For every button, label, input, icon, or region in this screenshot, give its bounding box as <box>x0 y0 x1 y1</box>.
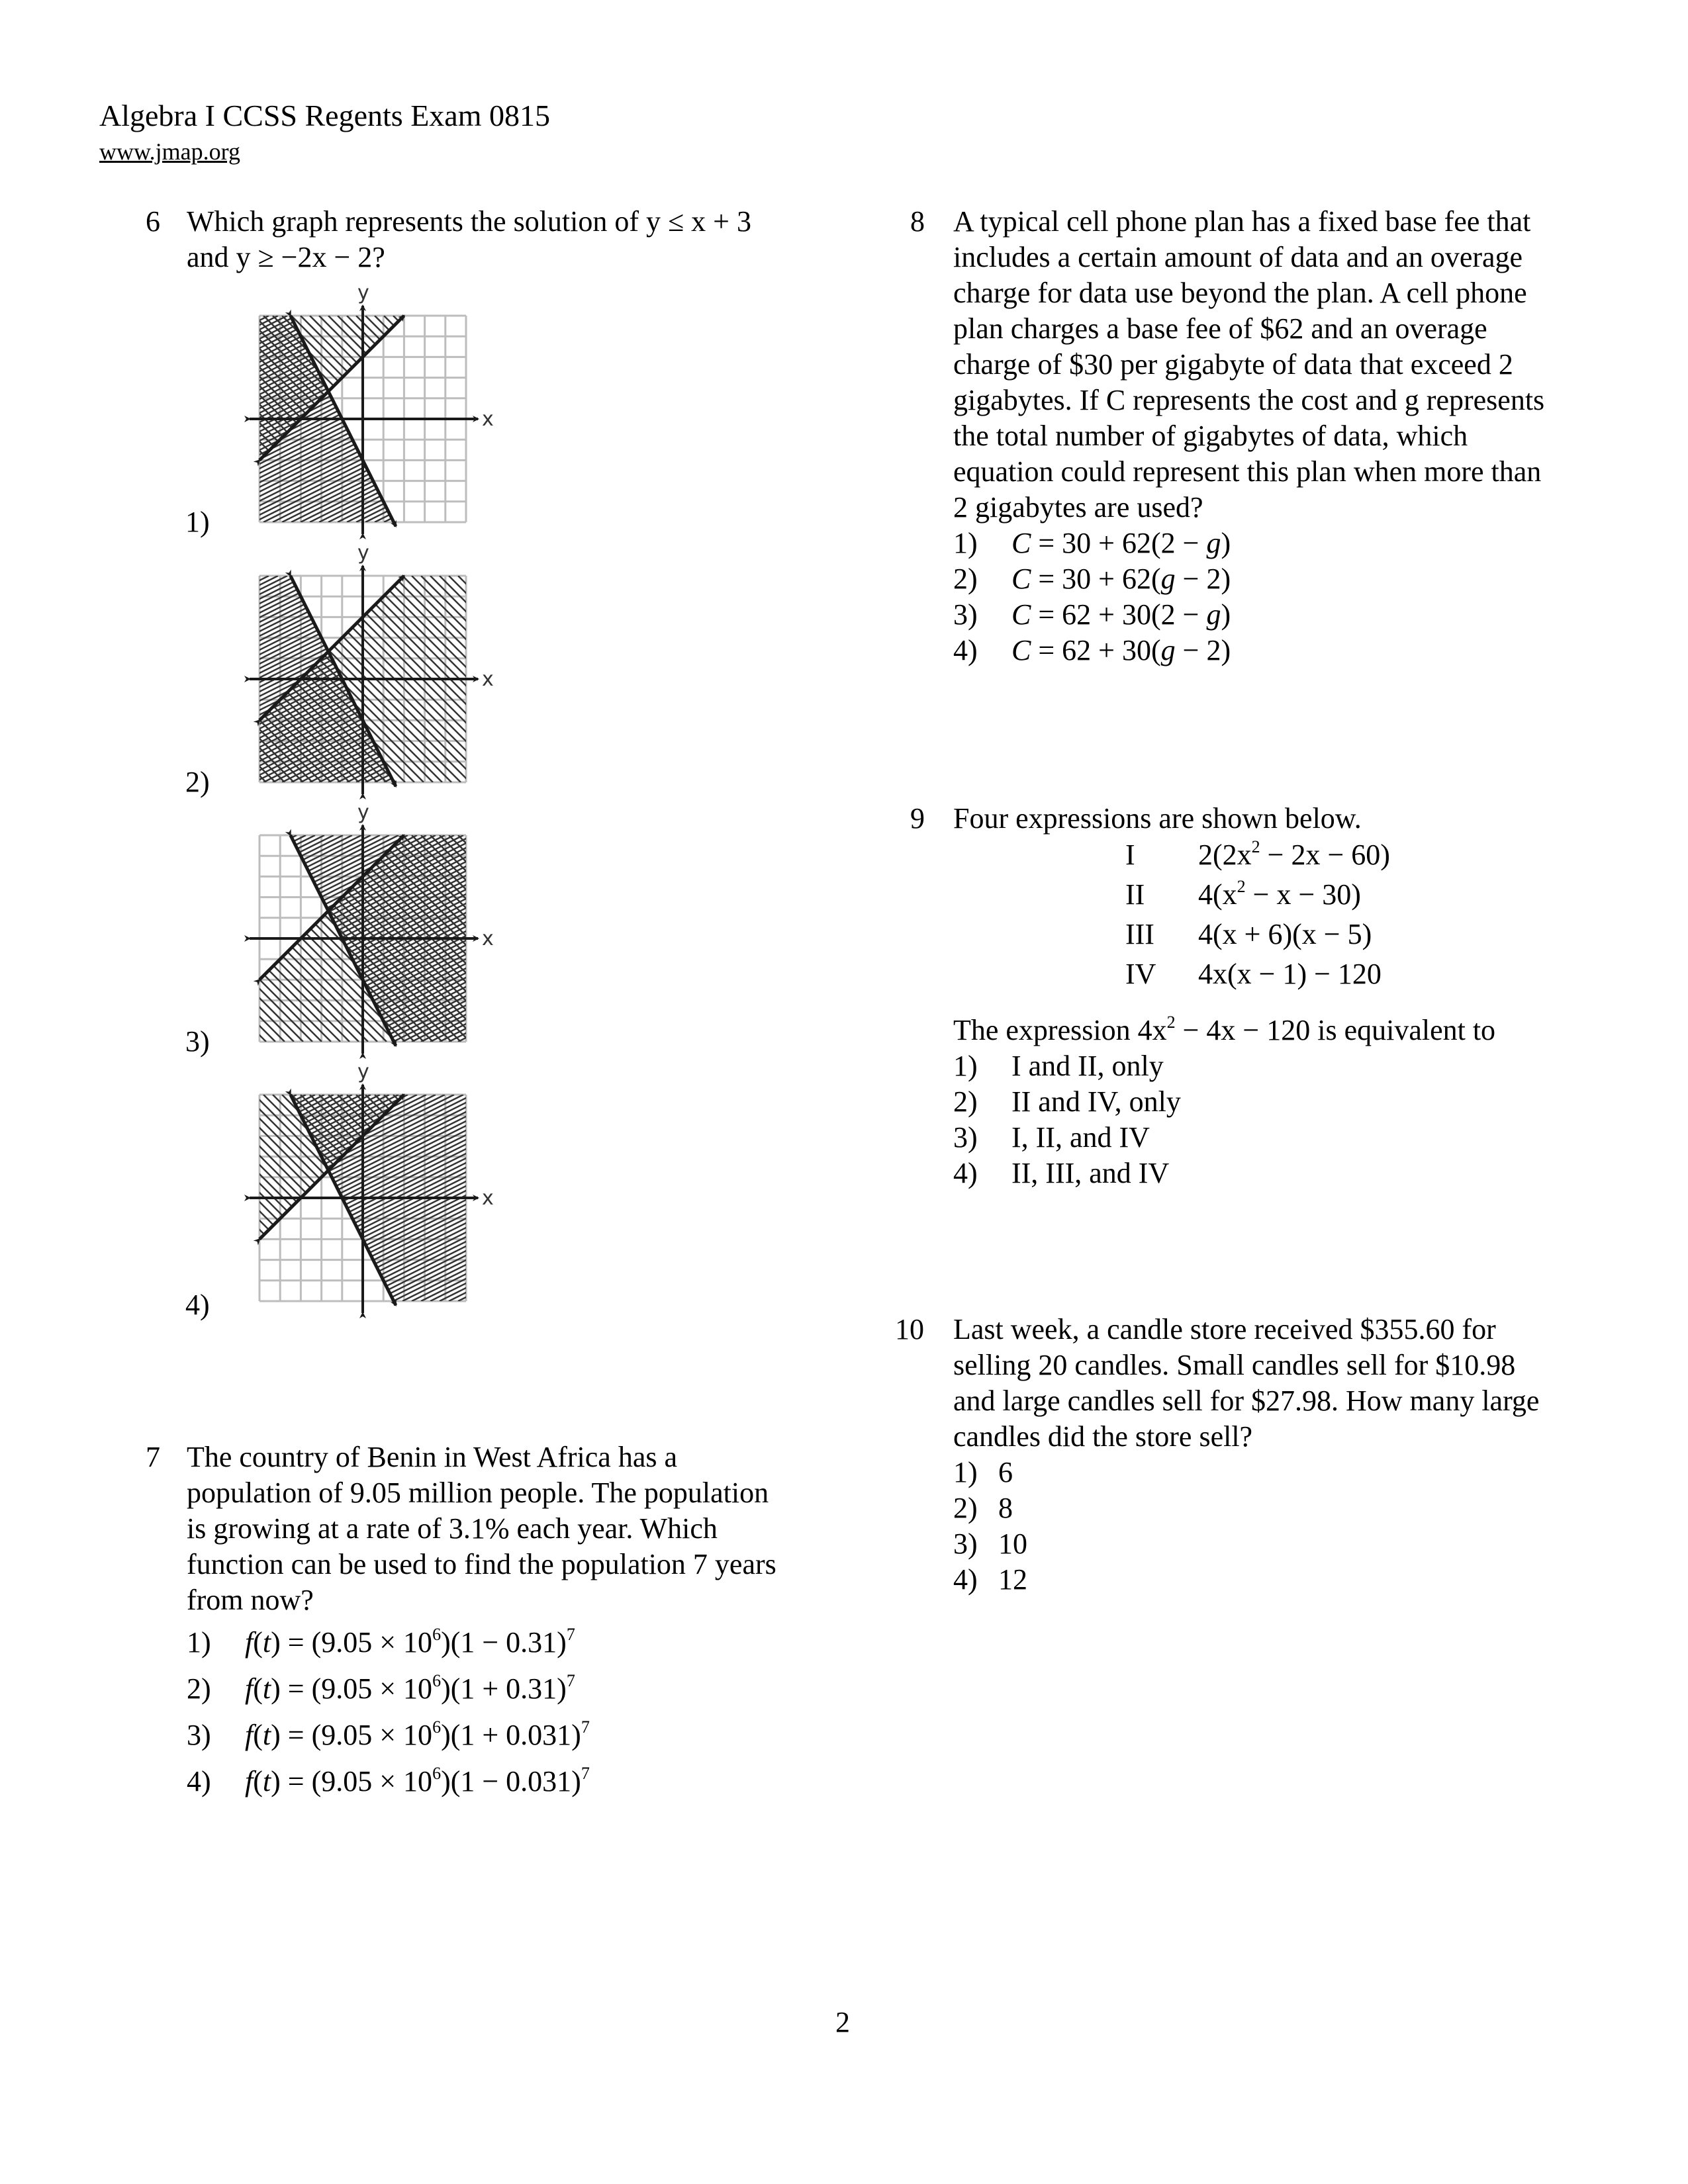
question-line: gigabytes. If C represents the cost and g represents <box>953 384 1545 416</box>
expression-row <box>1125 954 1390 994</box>
roman-numeral: III <box>1125 918 1154 950</box>
roman-numeral: IV <box>1125 958 1156 990</box>
option-formula: $f(t) = (9.05 \times 10^6)(1 + 0.031)^7$ <box>245 1717 590 1751</box>
answer-option[interactable] <box>953 1490 1027 1526</box>
option-text: 10 <box>998 1527 1027 1560</box>
question-line: selling 20 candles. Small candles sell for $10.98 <box>953 1349 1516 1381</box>
answer-option-label[interactable]: 3) <box>185 1025 210 1058</box>
question-text <box>953 1312 1539 1455</box>
answer-option[interactable] <box>953 1120 1181 1156</box>
exam-title: Algebra I CCSS Regents Exam 0815 <box>99 99 550 132</box>
hatch-line2 <box>0 835 1288 1042</box>
question-line: Last week, a candle store received $355.60 for <box>953 1313 1496 1345</box>
option-label: 3) <box>187 1719 211 1751</box>
expression-list <box>1125 835 1390 994</box>
website-link[interactable]: www.jmap.org <box>99 138 240 165</box>
hatch-line1 <box>0 1095 1082 1301</box>
option-formula: C = 30 + 62(g − 2) <box>1011 563 1231 595</box>
question-line: charge for data use beyond the plan. A cell phone <box>953 277 1527 309</box>
answer-option[interactable] <box>953 1084 1181 1120</box>
answer-option[interactable] <box>953 1562 1027 1598</box>
question-number: 7 <box>146 1441 160 1473</box>
inequality-graph[interactable] <box>240 283 499 549</box>
answer-option[interactable] <box>953 1156 1181 1191</box>
y-axis-label: y <box>357 801 369 824</box>
y-axis-label: y <box>357 1060 369 1083</box>
option-label: 2) <box>953 1085 978 1118</box>
page-number: 2 <box>835 2006 850 2038</box>
question-line: charge of $30 per gigabyte of data that exceed 2 <box>953 348 1513 381</box>
answer-option[interactable] <box>953 1455 1027 1490</box>
option-label: 1) <box>953 1456 978 1488</box>
option-text: 12 <box>998 1563 1027 1596</box>
option-formula: $f(t) = (9.05 \times 10^6)(1 - 0.31)^7$ <box>245 1625 575 1659</box>
x-axis-label: x <box>482 927 494 950</box>
question-number: 8 <box>910 205 925 238</box>
option-label: 3) <box>953 1527 978 1560</box>
question-number: 9 <box>910 802 925 835</box>
option-formula: C = 62 + 30(2 − g) <box>1011 598 1231 631</box>
option-label: 1) <box>953 1050 978 1082</box>
hatch-line1 <box>0 576 1082 782</box>
option-label: 2) <box>953 563 978 595</box>
y-axis-label: y <box>357 541 369 565</box>
answer-option[interactable] <box>953 597 1231 633</box>
option-text: II, III, and IV <box>1011 1157 1170 1189</box>
answer-option[interactable] <box>953 1048 1181 1084</box>
x-axis-label: x <box>482 668 494 691</box>
question-number: 10 <box>895 1313 924 1345</box>
expression: 4(x + 6)(x − 5) <box>1198 918 1372 950</box>
answer-option-label[interactable]: 2) <box>185 766 210 798</box>
answer-options <box>953 1048 1181 1191</box>
question-line: equation could represent this plan when more than <box>953 455 1542 488</box>
question-line: plan charges a base fee of $62 and an overage <box>953 312 1487 345</box>
hatch-line1 <box>0 316 1082 522</box>
question-line: and large candles sell for $27.98. How many large <box>953 1385 1540 1417</box>
answer-options <box>953 525 1231 668</box>
answer-option[interactable] <box>187 1625 590 1661</box>
answer-option[interactable] <box>187 1671 590 1707</box>
inequality-graph[interactable] <box>240 543 499 809</box>
inequality-graph[interactable] <box>240 1062 499 1328</box>
option-formula: C = 30 + 62(2 − g) <box>1011 527 1231 559</box>
boundary-line-2 <box>291 576 396 786</box>
question-line: 2 gigabytes are used? <box>953 491 1203 523</box>
option-label: 3) <box>953 598 978 631</box>
hatch-line1 <box>0 835 1082 1042</box>
expression: $2(2x^2 - 2x - 60)$ <box>1198 837 1390 871</box>
y-axis-label: y <box>357 281 369 304</box>
answer-options <box>953 1455 1027 1598</box>
answer-option[interactable] <box>187 1717 590 1753</box>
answer-option-label[interactable]: 4) <box>185 1289 210 1321</box>
expression: 4x(x − 1) − 120 <box>1198 958 1382 990</box>
question-text: Four expressions are shown below. <box>953 802 1362 835</box>
option-formula: $f(t) = (9.05 \times 10^6)(1 + 0.31)^7$ <box>245 1671 575 1705</box>
option-text: II and IV, only <box>1011 1085 1181 1118</box>
roman-numeral: II <box>1125 878 1145 911</box>
question-line: is growing at a rate of 3.1% each year. Which <box>187 1512 718 1545</box>
question-text <box>187 204 751 275</box>
option-text: I and II, only <box>1011 1050 1164 1082</box>
question-line: includes a certain amount of data and an overage <box>953 241 1523 273</box>
expression-row <box>1125 875 1390 915</box>
question-line: function can be used to find the population 7 years <box>187 1548 776 1580</box>
option-formula: $f(t) = (9.05 \times 10^6)(1 - 0.031)^7$ <box>245 1764 590 1797</box>
roman-numeral: I <box>1125 839 1135 871</box>
expression: $4(x^2 - x - 30)$ <box>1198 877 1361 911</box>
question-line: from now? <box>187 1584 314 1616</box>
question-text <box>187 1439 776 1618</box>
option-label: 2) <box>953 1492 978 1524</box>
question-line: the total number of gigabytes of data, which <box>953 420 1468 452</box>
question-line: candles did the store sell? <box>953 1420 1253 1453</box>
option-text: 6 <box>998 1456 1013 1488</box>
question-prompt: The expression $4x^2 - 4x - 120$ is equivalent to <box>953 1013 1496 1046</box>
answer-option[interactable] <box>953 525 1231 561</box>
expression-row <box>1125 915 1390 954</box>
option-label: 4) <box>953 1563 978 1596</box>
question-line: and y ≥ −2x − 2? <box>187 241 385 273</box>
question-number: 6 <box>146 205 160 238</box>
option-label: 4) <box>953 1157 978 1189</box>
option-label: 4) <box>953 634 978 666</box>
option-label: 1) <box>187 1626 211 1659</box>
answer-option-label[interactable]: 1) <box>185 506 210 538</box>
option-label: 4) <box>187 1765 211 1797</box>
question-line: Which graph represents the solution of y ≤ x + 3 <box>187 205 751 238</box>
answer-option[interactable] <box>953 633 1231 668</box>
inequality-graph[interactable] <box>240 802 499 1068</box>
question-text <box>953 204 1544 525</box>
expression-row <box>1125 835 1390 875</box>
x-axis-label: x <box>482 408 494 431</box>
option-label: 2) <box>187 1672 211 1705</box>
option-label: 3) <box>953 1121 978 1154</box>
boundary-line-2 <box>291 316 396 526</box>
answer-option[interactable] <box>953 1526 1027 1562</box>
answer-option[interactable] <box>953 561 1231 597</box>
x-axis-label: x <box>482 1187 494 1210</box>
option-text: 8 <box>998 1492 1013 1524</box>
option-text: I, II, and IV <box>1011 1121 1150 1154</box>
answer-option[interactable] <box>187 1764 590 1799</box>
question-line: A typical cell phone plan has a fixed base fee that <box>953 205 1531 238</box>
question-line: The country of Benin in West Africa has a <box>187 1441 677 1473</box>
option-label: 1) <box>953 527 978 559</box>
question-line: population of 9.05 million people. The population <box>187 1477 769 1509</box>
option-formula: C = 62 + 30(g − 2) <box>1011 634 1231 666</box>
answer-options <box>187 1625 590 1799</box>
